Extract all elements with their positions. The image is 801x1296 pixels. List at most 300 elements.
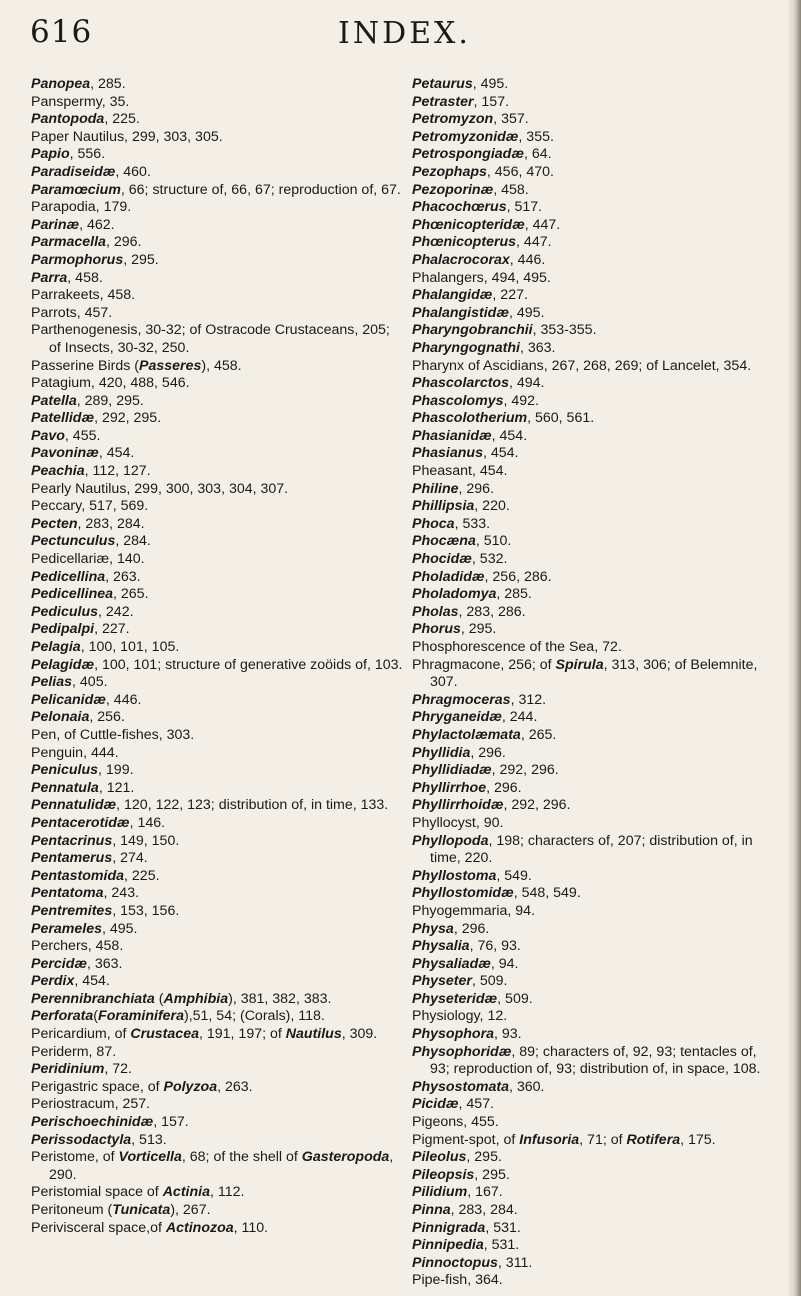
- index-entry: [31, 1149, 405, 1184]
- entry-text: Peccary, 517, 569.: [31, 498, 149, 515]
- entry-term: Pentacrinus: [31, 832, 113, 849]
- entry-text: , 458.: [67, 269, 103, 286]
- index-entry: [412, 1202, 780, 1220]
- entry-text: , 72.: [104, 1061, 132, 1078]
- index-entry: [31, 815, 405, 833]
- entry-text: , 265.: [520, 726, 557, 743]
- entry-text: ), 267.: [170, 1202, 211, 1218]
- entry-text: , 285.: [496, 586, 532, 603]
- entry-text: , 454.: [98, 445, 135, 462]
- index-entry: [412, 287, 780, 305]
- entry-term: Pinnipedia: [412, 1237, 484, 1254]
- entry-text: Pharynx of Ascidians, 267, 268, 269; of Lancelet, 354.: [412, 357, 752, 374]
- entry-text: , 167.: [467, 1184, 503, 1201]
- index-entry: [412, 164, 780, 182]
- entry-text: , 446.: [509, 251, 546, 268]
- entry-text: Parapodia, 179.: [31, 199, 132, 216]
- entry-term: Pinna: [412, 1202, 451, 1218]
- index-entry: [412, 903, 780, 921]
- entry-text: Pericardium, of: [31, 1026, 131, 1043]
- entry-term: Crustacea: [130, 1026, 199, 1043]
- entry-term: Phoca: [412, 515, 455, 532]
- entry-text: , 227.: [94, 621, 130, 638]
- index-entry: [412, 111, 780, 129]
- index-entry: [412, 762, 780, 780]
- index-entry: [31, 1061, 405, 1079]
- entry-text: , 157.: [153, 1114, 189, 1131]
- index-entry: [31, 833, 405, 851]
- index-entry: [412, 1167, 780, 1185]
- entry-text: , 509.: [471, 973, 508, 990]
- entry-text: , 283, 284.: [450, 1202, 518, 1218]
- entry-text: , 363.: [87, 955, 123, 972]
- index-entry: [31, 410, 405, 428]
- entry-term: Phorus: [412, 621, 461, 638]
- entry-text: Phalangers, 494, 495.: [412, 269, 551, 286]
- entry-term: Pezophaps: [412, 163, 487, 180]
- entry-text: Pigeons, 455.: [412, 1114, 499, 1131]
- entry-term: Parmophorus: [31, 251, 124, 268]
- entry-text: , 121.: [98, 779, 135, 796]
- entry-term: Pantopoda: [31, 111, 105, 128]
- entry-term: Phasianus: [412, 445, 483, 462]
- entry-text: (: [154, 990, 164, 1007]
- index-entry: [31, 305, 405, 323]
- index-entry: [31, 252, 405, 270]
- index-entry: [31, 1096, 405, 1114]
- entry-text: , 295.: [123, 251, 159, 268]
- index-entry: [31, 164, 405, 182]
- index-entry: [31, 657, 405, 675]
- index-entry: [412, 885, 780, 903]
- entry-term: Peridinium: [31, 1061, 105, 1078]
- book-spine-edge: [787, 0, 801, 1296]
- entry-text: , 274.: [112, 850, 148, 867]
- entry-text: , 556.: [69, 146, 106, 163]
- entry-text: , 446.: [105, 691, 142, 708]
- entry-term: Vorticella: [118, 1149, 182, 1166]
- index-entry: [31, 1114, 405, 1132]
- entry-text: Pigment-spot, of: [412, 1131, 520, 1148]
- entry-term: Perameles: [31, 920, 102, 937]
- index-entry: [412, 428, 780, 446]
- index-entry: [412, 1237, 780, 1255]
- entry-text: , 191, 197; of: [198, 1026, 286, 1043]
- entry-text: , 265.: [113, 586, 149, 603]
- entry-text: , 517.: [506, 199, 543, 216]
- entry-term: Petaurus: [412, 76, 473, 92]
- index-entry: [412, 252, 780, 270]
- index-entry: [31, 234, 405, 252]
- entry-term: Pedicellina: [31, 568, 106, 585]
- entry-term: Perissodactyla: [31, 1131, 132, 1148]
- entry-text: Panspermy, 35.: [31, 93, 130, 110]
- entry-text: Peristome, of: [31, 1149, 119, 1166]
- entry-term: Pentastomida: [31, 867, 125, 884]
- entry-term: Phyllidia: [412, 744, 471, 761]
- index-column-left: [31, 76, 405, 1237]
- entry-text: Perivisceral space,of: [31, 1219, 166, 1236]
- index-entry: [412, 551, 780, 569]
- index-entry: [31, 1220, 405, 1238]
- index-entry: [31, 445, 405, 463]
- entry-text: , 447.: [524, 216, 561, 233]
- entry-term: Pectunculus: [31, 533, 116, 550]
- entry-term: Patellidæ: [31, 410, 95, 427]
- entry-text: Parrots, 457.: [31, 304, 113, 321]
- index-entry: [412, 217, 780, 235]
- index-entry: [412, 322, 780, 340]
- entry-text: , 355.: [518, 128, 554, 145]
- index-entry: [31, 745, 405, 763]
- entry-text: , 456, 470.: [486, 163, 554, 180]
- index-entry: [412, 1272, 780, 1290]
- entry-term: Passeres: [139, 357, 202, 374]
- index-entry: [31, 692, 405, 710]
- index-entry: [31, 868, 405, 886]
- entry-text: , 120, 122, 123; distribution of, in time, 133.: [116, 797, 389, 814]
- entry-text: Paper Nautilus, 299, 303, 305.: [31, 128, 223, 145]
- entry-text: , 353-355.: [532, 322, 597, 339]
- entry-text: , 560, 561.: [527, 410, 595, 427]
- page-number: 616: [30, 14, 93, 50]
- entry-term: Physalia: [412, 938, 470, 955]
- entry-term: Phœnicopteridæ: [412, 216, 525, 233]
- entry-text: , 100, 101, 105.: [80, 639, 180, 655]
- index-entry: [31, 551, 405, 569]
- entry-term: Physeteridæ: [412, 990, 498, 1007]
- entry-text: , 495.: [508, 304, 545, 321]
- entry-term: Phascolomys: [412, 392, 504, 409]
- entry-text: , 296.: [486, 779, 522, 796]
- entry-term: Phalangistidæ: [412, 304, 509, 321]
- entry-text: Pedicellariæ, 140.: [31, 551, 145, 568]
- entry-text: , 313, 306; of Belemnite, 307.: [430, 656, 758, 691]
- entry-text: , 296.: [458, 480, 495, 497]
- entry-text: , 68; of the shell of: [181, 1149, 302, 1166]
- entry-text: Pipe-fish, 364.: [412, 1272, 503, 1289]
- entry-text: Passerine Birds (: [31, 357, 140, 374]
- entry-term: Patella: [31, 392, 77, 409]
- entry-term: Phœnicopterus: [412, 234, 517, 251]
- entry-term: Parmacella: [31, 234, 106, 251]
- entry-term: Amphibia: [163, 990, 229, 1007]
- entry-text: , 89; characters of, 92, 93; tentacles of, 93; reproduction of, 93; distribution of, in space, 108.: [430, 1043, 761, 1078]
- entry-text: , 309.: [341, 1026, 378, 1043]
- entry-term: Phalangidæ: [412, 287, 493, 304]
- entry-term: Physa: [412, 920, 454, 937]
- index-entry: [412, 973, 780, 991]
- entry-text: , 454.: [491, 427, 528, 444]
- entry-term: Peniculus: [31, 762, 99, 779]
- page-header: [0, 14, 787, 64]
- index-entry: [31, 709, 405, 727]
- entry-term: Pileopsis: [412, 1166, 475, 1183]
- entry-term: Physophoridæ: [412, 1043, 512, 1060]
- index-entry: [412, 1184, 780, 1202]
- entry-term: Phocidæ: [412, 551, 472, 568]
- index-entry: [412, 410, 780, 428]
- entry-text: , 531.: [485, 1219, 521, 1236]
- entry-text: , 175.: [680, 1131, 716, 1148]
- entry-term: Philine: [412, 480, 459, 497]
- entry-text: , 289, 295.: [76, 392, 144, 409]
- entry-text: Peritoneum (: [31, 1202, 113, 1218]
- entry-term: Phyllostomidæ: [412, 885, 514, 902]
- index-entry: [412, 709, 780, 727]
- entry-text: , 283, 284.: [77, 515, 145, 532]
- entry-text: Peristomial space of: [31, 1184, 163, 1201]
- index-entry: [412, 481, 780, 499]
- entry-term: Pinnoctopus: [412, 1254, 498, 1271]
- entry-term: Petrospongiadæ: [412, 146, 524, 163]
- entry-term: Pedicellinea: [31, 586, 114, 603]
- index-entry: [31, 1026, 405, 1044]
- entry-term: Physophora: [412, 1026, 494, 1043]
- index-entry: [412, 621, 780, 639]
- index-entry: [412, 991, 780, 1009]
- index-entry: [31, 621, 405, 639]
- entry-term: Papio: [31, 146, 70, 163]
- entry-term: Phyllirrhoe: [412, 779, 487, 796]
- entry-text: , 157.: [473, 93, 510, 110]
- entry-text: , 509.: [497, 990, 533, 1007]
- index-entry: [31, 973, 405, 991]
- entry-term: Perdix: [31, 973, 75, 990]
- entry-term: Physeter: [412, 973, 472, 990]
- entry-term: Rotifera: [626, 1131, 681, 1148]
- index-entry: [412, 815, 780, 833]
- index-entry: [412, 745, 780, 763]
- entry-text: , 198; characters of, 207; distribution of, in time, 220.: [430, 832, 753, 867]
- entry-term: Pennatulidæ: [31, 797, 117, 814]
- entry-text: , 295.: [466, 1149, 502, 1166]
- entry-text: , 244.: [501, 709, 538, 726]
- index-entry: [31, 921, 405, 939]
- index-entry: [31, 428, 405, 446]
- index-entry: [412, 94, 780, 112]
- index-entry: [412, 463, 780, 481]
- entry-term: Pentacerotidæ: [31, 814, 130, 831]
- index-entry: [412, 639, 780, 657]
- entry-term: Phyllostoma: [412, 867, 497, 884]
- entry-text: , 363.: [520, 339, 556, 356]
- index-entry: [412, 516, 780, 534]
- entry-term: Phragmoceras: [412, 691, 511, 708]
- entry-term: Pelias: [31, 674, 73, 691]
- entry-text: , 292, 295.: [94, 410, 162, 427]
- index-entry: [412, 498, 780, 516]
- entry-text: Phragmacone, 256; of: [412, 656, 556, 673]
- entry-term: Spirula: [555, 656, 604, 673]
- entry-term: Pentremites: [31, 902, 113, 919]
- entry-text: , 284.: [115, 533, 151, 550]
- entry-text: , 227.: [492, 287, 528, 304]
- entry-text: , 405.: [72, 674, 108, 691]
- index-entry: [412, 393, 780, 411]
- entry-term: Pholadomya: [412, 586, 497, 603]
- entry-term: Foraminifera: [98, 1008, 184, 1025]
- entry-term: Pilidium: [412, 1184, 468, 1201]
- entry-text: , 295.: [460, 621, 497, 638]
- entry-text: , 263.: [105, 568, 141, 585]
- entry-text: , 549.: [496, 867, 532, 884]
- entry-term: Pelagia: [31, 639, 81, 655]
- entry-term: Phascolotherium: [412, 410, 528, 427]
- entry-text: , 311.: [497, 1254, 533, 1271]
- entry-text: , 71; of: [579, 1131, 627, 1148]
- index-entry: [31, 885, 405, 903]
- index-entry: [412, 445, 780, 463]
- entry-text: , 495.: [472, 76, 509, 92]
- entry-text: , 360.: [508, 1078, 545, 1095]
- entry-text: Penguin, 444.: [31, 744, 119, 761]
- index-entry: [31, 938, 405, 956]
- entry-text: , 447.: [516, 234, 552, 251]
- index-column-right: [412, 76, 780, 1290]
- entry-term: Nautilus: [285, 1026, 342, 1043]
- index-entry: [31, 956, 405, 974]
- index-entry: [412, 305, 780, 323]
- index-entry: [412, 199, 780, 217]
- index-entry: [412, 586, 780, 604]
- entry-term: Pelicanidæ: [31, 691, 106, 708]
- index-entry: [412, 182, 780, 200]
- index-entry: [412, 1255, 780, 1273]
- entry-text: , 460.: [115, 163, 151, 180]
- entry-term: Pediculus: [31, 603, 99, 620]
- index-entry: [31, 270, 405, 288]
- entry-text: Parrakeets, 458.: [31, 287, 136, 304]
- index-entry: [412, 657, 780, 692]
- entry-text: , 153, 156.: [112, 902, 180, 919]
- index-entry: [31, 1044, 405, 1062]
- index-entry: [412, 1044, 780, 1079]
- entry-term: Pharyngognathi: [412, 339, 520, 356]
- entry-term: Actinozoa: [165, 1219, 234, 1236]
- entry-text: , 225.: [104, 111, 140, 128]
- entry-term: Pholas: [412, 603, 459, 620]
- index-entry: [31, 498, 405, 516]
- entry-term: Pentamerus: [31, 850, 113, 867]
- entry-text: , 292, 296.: [491, 762, 559, 779]
- entry-term: Petromyzon: [412, 111, 494, 128]
- entry-text: , 455.: [64, 427, 101, 444]
- entry-term: Perischoechinidæ: [31, 1114, 154, 1131]
- index-entry: [412, 921, 780, 939]
- index-entry: [31, 797, 405, 815]
- entry-text: , 76, 93.: [469, 938, 521, 955]
- entry-text: , 256.: [89, 709, 125, 726]
- entry-text: Pearly Nautilus, 299, 300, 303, 304, 307.: [31, 480, 289, 497]
- entry-text: , 146.: [129, 814, 166, 831]
- index-entry: [31, 903, 405, 921]
- entry-term: Pennatula: [31, 779, 99, 796]
- entry-text: Perchers, 458.: [31, 938, 124, 955]
- index-entry: [31, 76, 405, 94]
- entry-text: , 531.: [483, 1237, 520, 1254]
- entry-term: Panopea: [31, 76, 91, 92]
- entry-text: , 462.: [79, 216, 115, 233]
- index-entry: [31, 1184, 405, 1202]
- entry-term: Physaliadæ: [412, 955, 491, 972]
- entry-term: Pezoporinæ: [412, 181, 494, 198]
- entry-text: , 94.: [490, 955, 519, 972]
- entry-term: Pinnigrada: [412, 1219, 486, 1236]
- entry-text: , 242.: [98, 603, 134, 620]
- entry-term: Petraster: [412, 93, 474, 110]
- index-entry: [412, 797, 780, 815]
- index-entry: [31, 375, 405, 393]
- index-entry: [412, 340, 780, 358]
- entry-term: Picidæ: [412, 1096, 459, 1113]
- entry-text: , 149, 150.: [112, 832, 180, 849]
- index-entry: [31, 111, 405, 129]
- entry-text: , 513.: [131, 1131, 167, 1148]
- index-entry: [412, 234, 780, 252]
- entry-text: , 220.: [474, 498, 510, 515]
- entry-text: , 285.: [90, 76, 126, 92]
- entry-term: Pelagidæ: [31, 656, 95, 673]
- entry-text: , 510.: [475, 533, 512, 550]
- entry-term: Infusoria: [519, 1131, 580, 1148]
- index-entry: [412, 1114, 780, 1132]
- entry-text: Parthenogenesis, 30-32; of Ostracode Crustaceans, 205; of Insects, 30-32, 250.: [31, 322, 390, 356]
- entry-term: Phacochœrus: [412, 199, 507, 216]
- entry-text: , 357.: [493, 111, 529, 128]
- entry-term: Pavo: [31, 427, 65, 444]
- index-entry: [31, 1132, 405, 1150]
- entry-text: Phosphorescence of the Sea, 72.: [412, 639, 622, 655]
- entry-term: Perforata: [31, 1008, 94, 1025]
- index-entry: [412, 569, 780, 587]
- entry-text: , 243.: [103, 885, 140, 902]
- entry-term: Pedipalpi: [31, 621, 95, 638]
- index-entry: [31, 569, 405, 587]
- entry-term: Phryganeidæ: [412, 709, 502, 726]
- index-entry: [31, 1202, 405, 1220]
- entry-text: , 64.: [523, 146, 552, 163]
- index-entry: [412, 1149, 780, 1167]
- entry-term: Phyllopoda: [412, 832, 489, 849]
- entry-text: ),51, 54; (Corals), 118.: [183, 1008, 325, 1025]
- entry-text: , 548, 549.: [513, 885, 581, 902]
- entry-text: Periostracum, 257.: [31, 1096, 151, 1113]
- index-entry: [31, 199, 405, 217]
- entry-text: , 494.: [509, 375, 545, 392]
- entry-text: , 492.: [503, 392, 539, 409]
- entry-term: Phyllirrhoidæ: [412, 797, 504, 814]
- index-entry: [31, 674, 405, 692]
- entry-text: , 225.: [124, 867, 160, 884]
- entry-text: , 454.: [482, 445, 519, 462]
- entry-term: Physostomata: [412, 1078, 509, 1095]
- index-entry: [412, 956, 780, 974]
- index-entry: [31, 780, 405, 798]
- index-entry: [412, 727, 780, 745]
- index-entry: [31, 762, 405, 780]
- index-entry: [412, 270, 780, 288]
- index-entry: [31, 1079, 405, 1097]
- entry-text: ), 458.: [201, 357, 242, 374]
- entry-term: Paradiseidæ: [31, 163, 116, 180]
- entry-term: Pharyngobranchii: [412, 322, 533, 339]
- index-entry: [412, 1079, 780, 1097]
- index-entry: [412, 358, 780, 376]
- entry-term: Parra: [31, 269, 68, 286]
- entry-text: , 199.: [98, 762, 134, 779]
- entry-text: , 312.: [510, 691, 547, 708]
